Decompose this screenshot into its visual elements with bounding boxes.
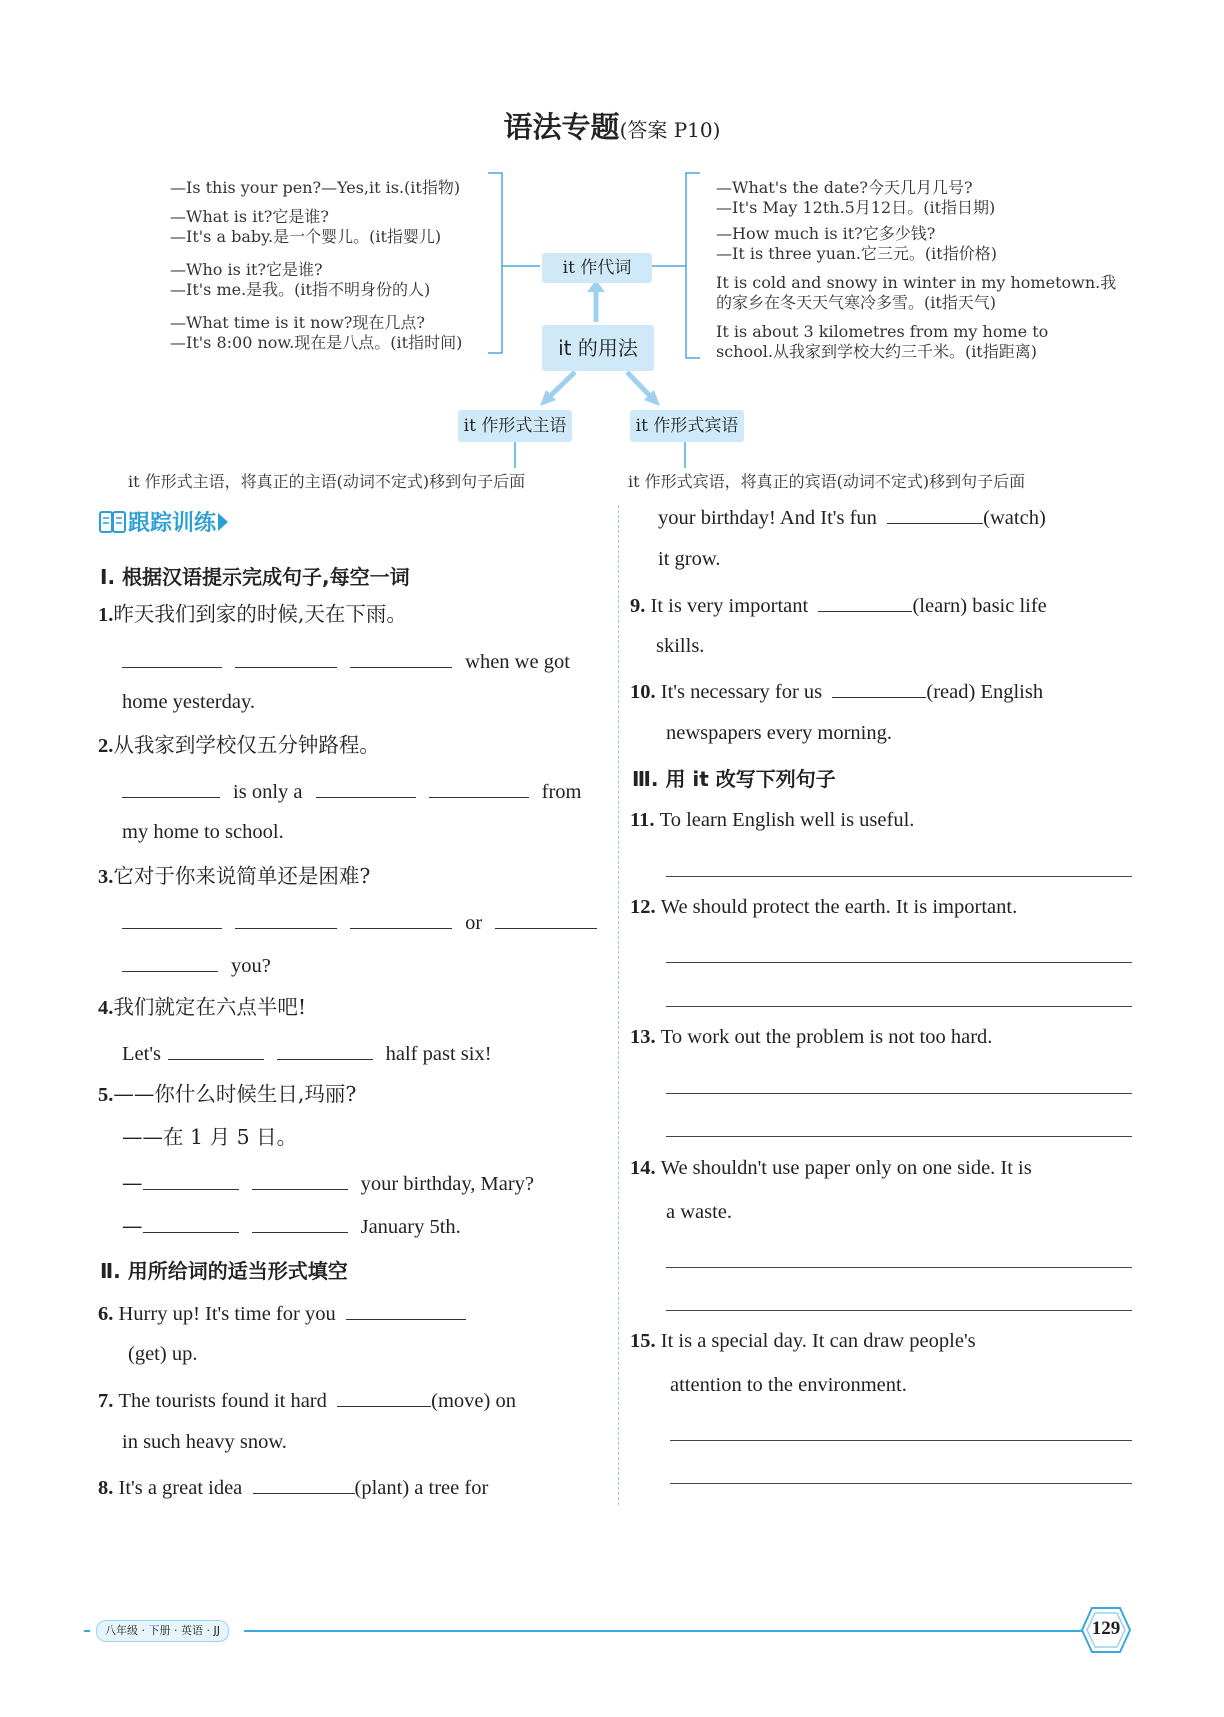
q13-number: 13. bbox=[630, 1026, 656, 1048]
mindmap-right-line-3: —How much is it?它多少钱? bbox=[716, 224, 936, 243]
q6-text-1: Hurry up! It's time for you bbox=[118, 1303, 336, 1325]
q9-text-1: It is very important bbox=[650, 595, 809, 617]
book-icon bbox=[98, 508, 128, 536]
answer-reference: (答案 P10) bbox=[619, 118, 721, 142]
q14-text-2: a waste. bbox=[666, 1201, 733, 1223]
q9-text-2: (learn) basic life bbox=[912, 595, 1047, 617]
mindmap-left-line-6: —What time is it now?现在几点? bbox=[170, 313, 425, 332]
q3-line-1 bbox=[122, 906, 597, 937]
q5-line-2 bbox=[122, 1210, 461, 1241]
q11-line-1 bbox=[630, 806, 914, 834]
q13-answer-line-1[interactable] bbox=[666, 1093, 1132, 1094]
q13-answer-line-2[interactable] bbox=[666, 1136, 1132, 1137]
q1-blank-3[interactable] bbox=[350, 645, 452, 668]
q15-answer-line-2[interactable] bbox=[670, 1483, 1132, 1484]
mindmap-left-line-1: —Is this your pen?—Yes,it is.(it指物) bbox=[170, 178, 461, 197]
mindmap-left-line-3: —It's a baby.是一个婴儿。(it指婴儿) bbox=[170, 227, 442, 246]
q4-chinese: 我们就定在六点半吧! bbox=[113, 995, 307, 1019]
training-header-label: 跟踪训练 bbox=[128, 511, 217, 536]
q3-text-2: you? bbox=[231, 955, 271, 977]
q8-line-3 bbox=[658, 501, 1046, 532]
pronoun-box: it 作代词 bbox=[542, 253, 652, 283]
q1-blank-2[interactable] bbox=[235, 645, 337, 668]
mindmap-right-line-8: school.从我家到学校大约三千米。(it指距离) bbox=[716, 342, 1037, 361]
q4-prompt bbox=[98, 993, 306, 1022]
formal-subject-note: it 作形式主语，将真正的主语(动词不定式)移到句子后面 bbox=[128, 472, 526, 491]
q5-blank-1[interactable] bbox=[143, 1167, 239, 1190]
training-header bbox=[98, 506, 230, 538]
column-divider bbox=[618, 505, 619, 1505]
q3-text-1: or bbox=[465, 912, 483, 934]
q13-line-1 bbox=[630, 1023, 992, 1051]
q1-chinese: 昨天我们到家的时候,天在下雨。 bbox=[113, 602, 407, 626]
footer-tick bbox=[84, 1630, 90, 1632]
q2-chinese: 从我家到学校仅五分钟路程。 bbox=[113, 733, 380, 757]
q7-line-1 bbox=[98, 1384, 516, 1415]
q5-dash-2: — bbox=[122, 1214, 143, 1238]
q7-text-1: The tourists found it hard bbox=[118, 1390, 327, 1412]
q14-line-1 bbox=[630, 1154, 1032, 1182]
q3-blank-4[interactable] bbox=[495, 906, 597, 929]
q12-answer-line-2[interactable] bbox=[666, 1006, 1132, 1007]
section-1-title: Ⅰ. 根据汉语提示完成句子,每空一词 bbox=[100, 565, 410, 589]
q15-text-2: attention to the environment. bbox=[670, 1374, 907, 1396]
footer-line bbox=[244, 1630, 1084, 1632]
q5-prompt bbox=[98, 1080, 356, 1109]
mindmap-left-line-4: —Who is it?它是谁? bbox=[170, 260, 323, 279]
q4-line-1 bbox=[122, 1037, 492, 1068]
q8-line-1 bbox=[98, 1471, 488, 1502]
q8-blank-1[interactable] bbox=[253, 1471, 355, 1494]
q9-line-1 bbox=[630, 589, 1047, 620]
formal-object-note: it 作形式宾语，将真正的宾语(动词不定式)移到句子后面 bbox=[628, 472, 1026, 491]
q12-text-1: We should protect the earth. It is important. bbox=[660, 896, 1018, 918]
formal-object-box: it 作形式宾语 bbox=[630, 410, 744, 442]
q2-text-2: from bbox=[541, 781, 582, 803]
q9-number: 9. bbox=[630, 595, 646, 617]
q14-answer-line-1[interactable] bbox=[666, 1267, 1132, 1268]
q3-line-2 bbox=[122, 949, 271, 980]
q14-text-1: We shouldn't use paper only on one side. It is bbox=[660, 1157, 1032, 1179]
mindmap-left-line-2: —What is it?它是谁? bbox=[170, 207, 329, 226]
mindmap-right-line-2: —It's May 12th.5月12日。(it指日期) bbox=[716, 198, 996, 217]
q5-line-1 bbox=[122, 1167, 534, 1198]
q8-text-1: It's a great idea bbox=[118, 1477, 243, 1499]
q8-text-2: (plant) a tree for bbox=[354, 1477, 489, 1499]
q8-blank-2[interactable] bbox=[887, 501, 983, 524]
q5-blank-2[interactable] bbox=[252, 1167, 348, 1190]
q8-text-3: your birthday! And It's fun bbox=[658, 507, 877, 529]
q2-blank-2[interactable] bbox=[316, 775, 416, 798]
q9-blank[interactable] bbox=[818, 589, 912, 612]
q15-line-1 bbox=[630, 1327, 976, 1355]
q6-blank[interactable] bbox=[346, 1297, 466, 1320]
q4-blank-2[interactable] bbox=[277, 1037, 373, 1060]
section-2-title: Ⅱ. 用所给词的适当形式填空 bbox=[100, 1259, 348, 1283]
q5-dash-1: — bbox=[122, 1171, 143, 1195]
q3-blank-2[interactable] bbox=[235, 906, 337, 929]
q12-answer-line-1[interactable] bbox=[666, 962, 1132, 963]
mindmap-right-line-1: —What's the date?今天几月几号? bbox=[716, 178, 973, 197]
mindmap-right-line-7: It is about 3 kilometres from my home to bbox=[716, 322, 1049, 341]
q5-blank-4[interactable] bbox=[252, 1210, 348, 1233]
q11-answer-line-1[interactable] bbox=[666, 876, 1132, 877]
q6-number: 6. bbox=[98, 1303, 114, 1325]
q3-blank-5[interactable] bbox=[122, 949, 218, 972]
q2-text-1: is only a bbox=[233, 781, 303, 803]
q5-text-2: January 5th. bbox=[360, 1216, 461, 1238]
q2-blank-3[interactable] bbox=[429, 775, 529, 798]
q11-number: 11. bbox=[630, 809, 655, 831]
q7-text-2: (move) on bbox=[431, 1390, 516, 1412]
q8-number: 8. bbox=[98, 1477, 114, 1499]
q10-number: 10. bbox=[630, 681, 656, 703]
q5-number: 5. bbox=[98, 1084, 114, 1106]
q5-blank-3[interactable] bbox=[143, 1210, 239, 1233]
mindmap-right-line-6: 的家乡在冬天天气寒冷多雪。(it指天气) bbox=[716, 293, 997, 312]
q15-answer-line-1[interactable] bbox=[670, 1440, 1132, 1441]
mindmap-left-line-7: —It's 8:00 now.现在是八点。(it指时间) bbox=[170, 333, 463, 352]
section-3-title: Ⅲ. 用 it 改写下列句子 bbox=[632, 767, 836, 791]
q1-prompt bbox=[98, 600, 407, 629]
q6-text-2: (get) up. bbox=[128, 1343, 198, 1365]
q10-text-2: (read) English bbox=[926, 681, 1044, 703]
play-arrow-icon bbox=[216, 511, 230, 533]
title-main: 语法专题 bbox=[503, 110, 620, 144]
q1-line-1 bbox=[122, 645, 570, 676]
footer-book-label: 八年级 · 下册 · 英语 · JJ bbox=[96, 1620, 229, 1642]
q15-text-1: It is a special day. It can draw people's bbox=[660, 1330, 976, 1352]
q9-text-3: skills. bbox=[656, 635, 705, 657]
q5-chinese-1: ——你什么时候生日,玛丽? bbox=[113, 1082, 357, 1106]
q7-number: 7. bbox=[98, 1390, 114, 1412]
q8-text-4: (watch) bbox=[983, 507, 1046, 529]
mindmap-left-line-5: —It's me.是我。(it指不明身份的人) bbox=[170, 280, 431, 299]
q1-blank-1[interactable] bbox=[122, 645, 222, 668]
q1-number: 1. bbox=[98, 604, 114, 626]
mindmap-right-line-5: It is cold and snowy in winter in my hometown.我 bbox=[716, 273, 1117, 292]
q3-blank-3[interactable] bbox=[350, 906, 452, 929]
q3-prompt bbox=[98, 862, 370, 891]
q4-blank-1[interactable] bbox=[168, 1037, 264, 1060]
q10-blank[interactable] bbox=[832, 675, 926, 698]
formal-subject-box: it 作形式主语 bbox=[458, 410, 572, 442]
q15-number: 15. bbox=[630, 1330, 656, 1352]
q4-text-1: Let's bbox=[122, 1043, 161, 1065]
q3-blank-1[interactable] bbox=[122, 906, 222, 929]
q6-line-1 bbox=[98, 1297, 466, 1328]
q12-line-1 bbox=[630, 893, 1017, 921]
q10-text-3: newspapers every morning. bbox=[666, 722, 893, 744]
q7-blank[interactable] bbox=[337, 1384, 431, 1407]
q2-prompt bbox=[98, 731, 380, 760]
q5-chinese-2: ——在 1 月 5 日。 bbox=[122, 1125, 298, 1149]
q13-text-1: To work out the problem is not too hard. bbox=[660, 1026, 993, 1048]
q11-text-1: To learn English well is useful. bbox=[659, 809, 915, 831]
q2-line-1 bbox=[122, 775, 582, 806]
q12-number: 12. bbox=[630, 896, 656, 918]
q2-text-3: my home to school. bbox=[122, 821, 284, 843]
q10-line-1 bbox=[630, 675, 1043, 706]
q2-blank-1[interactable] bbox=[122, 775, 220, 798]
center-topic-box: it 的用法 bbox=[542, 325, 654, 371]
q1-text-2: home yesterday. bbox=[122, 691, 256, 713]
mindmap-right-line-4: —It is three yuan.它三元。(it指价格) bbox=[716, 244, 997, 263]
q14-answer-line-2[interactable] bbox=[666, 1310, 1132, 1311]
q8-text-5: it grow. bbox=[658, 548, 721, 570]
q14-number: 14. bbox=[630, 1157, 656, 1179]
q3-chinese: 它对于你来说简单还是困难? bbox=[113, 864, 371, 888]
page-number: 129 bbox=[1091, 1618, 1121, 1639]
q3-number: 3. bbox=[98, 866, 114, 888]
q4-number: 4. bbox=[98, 997, 114, 1019]
q10-text-1: It's necessary for us bbox=[660, 681, 823, 703]
q2-number: 2. bbox=[98, 735, 114, 757]
q7-text-3: in such heavy snow. bbox=[122, 1431, 287, 1453]
q1-text-1: when we got bbox=[465, 651, 570, 673]
q5-text-1: your birthday, Mary? bbox=[360, 1173, 535, 1195]
q4-text-2: half past six! bbox=[385, 1043, 492, 1065]
